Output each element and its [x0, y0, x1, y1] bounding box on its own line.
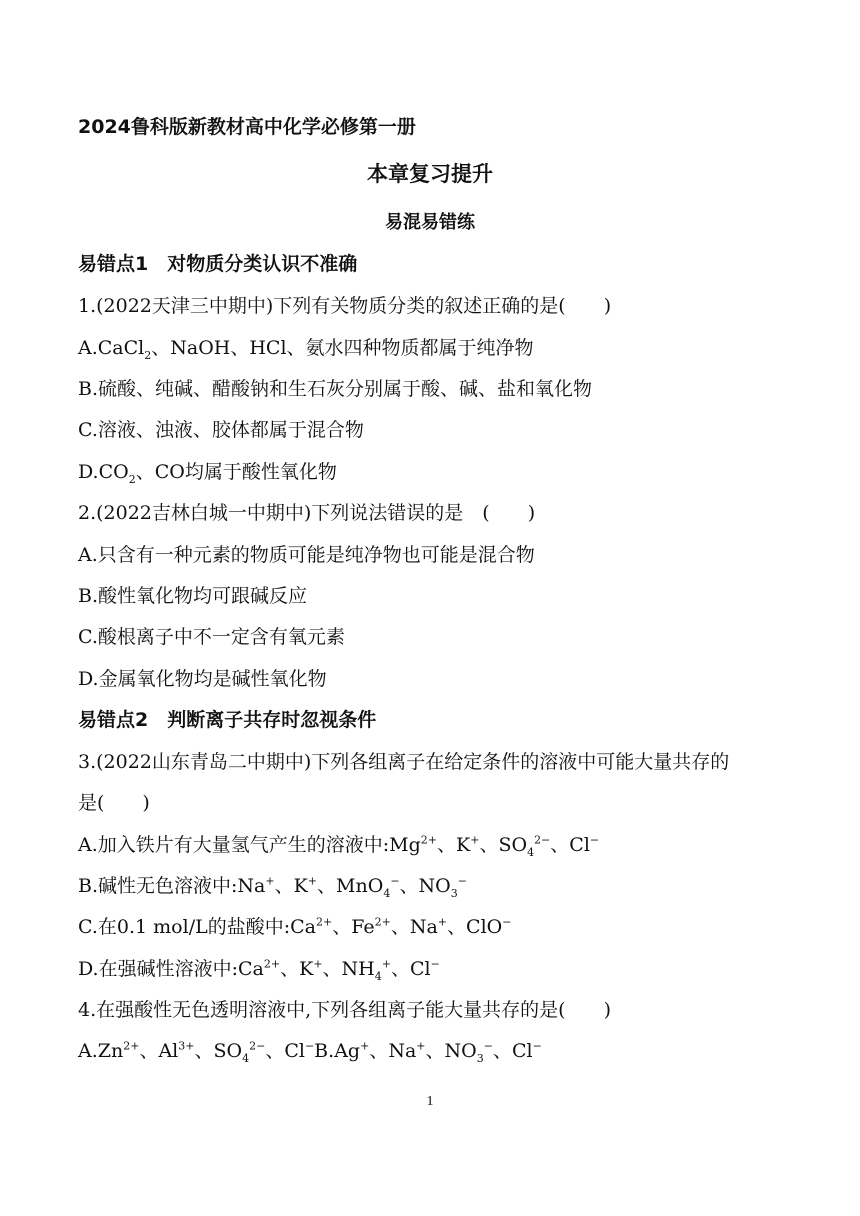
document-title: 2024鲁科版新教材高中化学必修第一册 [78, 116, 416, 138]
error-point-1-heading: 易错点1 对物质分类认识不准确 [78, 253, 358, 275]
q2-option-d: D.金属氧化物均是碱性氧化物 [78, 668, 327, 690]
q2-option-a: A.只含有一种元素的物质可能是纯净物也可能是混合物 [78, 544, 535, 566]
q3-stem-line-1: 3.(2022山东青岛二中期中)下列各组离子在给定条件的溶液中可能大量共存的 [78, 751, 730, 773]
chapter-title: 本章复习提升 [367, 162, 493, 186]
q1-option-b: B.硫酸、纯碱、醋酸钠和生石灰分别属于酸、碱、盐和氧化物 [78, 378, 593, 400]
q3-option-b: B.碱性无色溶液中:Na+、K+、MnO$_4$−、$NO_3^-$ [78, 874, 467, 900]
q1-stem: 1.(2022天津三中期中)下列有关物质分类的叙述正确的是( ) [78, 295, 612, 317]
q3-stem-line-2: 是( ) [78, 792, 150, 814]
q2-option-c: C.酸根离子中不一定含有氧元素 [78, 626, 345, 648]
q3-option-a: A.加入铁片有大量氢气产生的溶液中$:Mg^{2+}$、K+、$SO_4^{2-}$、Cl− [78, 833, 600, 859]
section-title: 易混易错练 [385, 212, 475, 233]
q1-option-a: A.CaCl$_2$、NaOH、HCl、氨水四种物质都属于纯净物 [78, 337, 534, 362]
q2-option-b: B.酸性氧化物均可跟碱反应 [78, 585, 308, 607]
q3-option-c: C.在0.1 mol/L的盐酸中$:Ca^{2+}$、$Fe^{2+}$、Na+、ClO− [78, 915, 512, 938]
q2-stem: 2.(2022吉林白城一中期中)下列说法错误的是 ( ) [78, 502, 536, 524]
q1-option-d: $D.CO_2$、CO均属于酸性氧化物 [78, 461, 337, 486]
q3-option-d: D.在强碱性溶液中$:Ca^{2+}$、K+、$NH_4^+$、Cl− [78, 957, 440, 983]
q4-stem: 4.在强酸性无色透明溶液中,下列各组离子能大量共存的是( ) [78, 999, 611, 1021]
q1-option-c: C.溶液、浊液、胶体都属于混合物 [78, 419, 364, 441]
error-point-2-heading: 易错点2 判断离子共存时忽视条件 [78, 709, 377, 731]
page-number: 1 [426, 1094, 434, 1109]
q4-options-a-b: $A.Zn^{2+}$、$Al^{3+}$、$SO_4^{2-}$、Cl−B.Ag+、Na+、$NO_3^-$、Cl− [78, 1039, 542, 1065]
